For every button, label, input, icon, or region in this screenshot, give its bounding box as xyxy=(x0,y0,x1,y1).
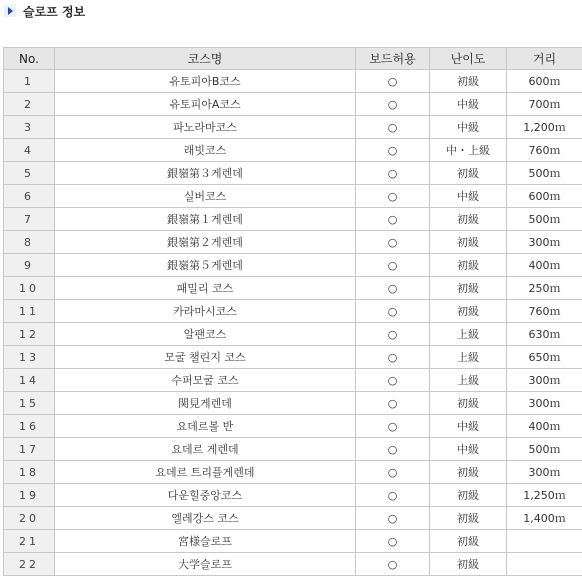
row-number-cell: 3 xyxy=(4,116,55,139)
difficulty-cell: 初級 xyxy=(430,231,507,254)
column-header-distance: 거리 xyxy=(507,48,582,70)
page-title: 슬로프 정보 xyxy=(23,4,86,19)
board-allowed-cell: ○ xyxy=(356,369,430,392)
board-allowed-cell: ○ xyxy=(356,553,430,576)
row-number-cell: 8 xyxy=(4,231,55,254)
distance-cell: 600ｍ xyxy=(507,70,582,93)
board-allowed-cell: ○ xyxy=(356,93,430,116)
difficulty-cell: 初級 xyxy=(430,392,507,415)
row-number-cell: 10 xyxy=(4,277,55,300)
table-row xyxy=(4,507,582,530)
difficulty-cell: 上級 xyxy=(430,369,507,392)
distance-cell: 600ｍ xyxy=(507,185,582,208)
course-name-cell: 関見게렌데 xyxy=(55,392,356,415)
board-allowed-cell: ○ xyxy=(356,484,430,507)
column-header-no: No. xyxy=(4,48,55,70)
difficulty-cell: 上級 xyxy=(430,346,507,369)
row-number-cell: 15 xyxy=(4,392,55,415)
course-name-cell: 파노라마코스 xyxy=(55,116,356,139)
distance-cell: 500ｍ xyxy=(507,438,582,461)
course-name-cell: 다운힐중앙코스 xyxy=(55,484,356,507)
table-row xyxy=(4,254,582,277)
distance-cell: 650ｍ xyxy=(507,346,582,369)
difficulty-cell: 中級 xyxy=(430,438,507,461)
distance-cell: 300ｍ xyxy=(507,369,582,392)
course-name-cell: 유토피아A코스 xyxy=(55,93,356,116)
difficulty-cell: 初級 xyxy=(430,553,507,576)
difficulty-cell: 初級 xyxy=(430,300,507,323)
section-header xyxy=(4,3,85,19)
row-number-cell: 6 xyxy=(4,185,55,208)
row-number-cell: 4 xyxy=(4,139,55,162)
difficulty-cell: 上級 xyxy=(430,323,507,346)
board-allowed-cell: ○ xyxy=(356,231,430,254)
row-number-cell: 14 xyxy=(4,369,55,392)
board-allowed-cell: ○ xyxy=(356,530,430,553)
board-allowed-cell: ○ xyxy=(356,415,430,438)
row-number-cell: 17 xyxy=(4,438,55,461)
table-row xyxy=(4,231,582,254)
row-number-cell: 11 xyxy=(4,300,55,323)
table-row xyxy=(4,438,582,461)
distance-cell: 760ｍ xyxy=(507,300,582,323)
distance-cell: 760ｍ xyxy=(507,139,582,162)
row-number-cell: 7 xyxy=(4,208,55,231)
table-row xyxy=(4,369,582,392)
course-name-cell: 알팬코스 xyxy=(55,323,356,346)
difficulty-cell: 初級 xyxy=(430,484,507,507)
course-name-cell: 엘레강스 코스 xyxy=(55,507,356,530)
row-number-cell: 16 xyxy=(4,415,55,438)
course-name-cell: 요데르 트리플게렌데 xyxy=(55,461,356,484)
row-number-cell: 18 xyxy=(4,461,55,484)
board-allowed-cell: ○ xyxy=(356,507,430,530)
board-allowed-cell: ○ xyxy=(356,323,430,346)
distance-cell: 300ｍ xyxy=(507,392,582,415)
row-number-cell: 20 xyxy=(4,507,55,530)
distance-cell: 500ｍ xyxy=(507,162,582,185)
row-number-cell: 22 xyxy=(4,553,55,576)
table-row xyxy=(4,530,582,553)
course-name-cell: 銀嶺第３게렌데 xyxy=(55,162,356,185)
distance-cell: 400ｍ xyxy=(507,254,582,277)
table-row xyxy=(4,392,582,415)
row-number-cell: 19 xyxy=(4,484,55,507)
board-allowed-cell: ○ xyxy=(356,300,430,323)
row-number-cell: 1 xyxy=(4,70,55,93)
difficulty-cell: 初級 xyxy=(430,530,507,553)
table-row xyxy=(4,346,582,369)
difficulty-cell: 初級 xyxy=(430,254,507,277)
distance-cell: 300ｍ xyxy=(507,231,582,254)
board-allowed-cell: ○ xyxy=(356,438,430,461)
course-name-cell: 모굴 챌린지 코스 xyxy=(55,346,356,369)
table-row xyxy=(4,70,582,93)
board-allowed-cell: ○ xyxy=(356,185,430,208)
table-row xyxy=(4,484,582,507)
column-header-level: 난이도 xyxy=(430,48,507,70)
distance-cell: 300ｍ xyxy=(507,461,582,484)
course-name-cell: 大学슬로프 xyxy=(55,553,356,576)
course-name-cell: 銀嶺第５게렌데 xyxy=(55,254,356,277)
row-number-cell: 12 xyxy=(4,323,55,346)
arrow-right-icon xyxy=(4,5,16,17)
distance-cell: 1,250ｍ xyxy=(507,484,582,507)
table-row xyxy=(4,323,582,346)
distance-cell: 250ｍ xyxy=(507,277,582,300)
table-row xyxy=(4,300,582,323)
course-name-cell: 래빗코스 xyxy=(55,139,356,162)
board-allowed-cell: ○ xyxy=(356,392,430,415)
difficulty-cell: 中・上級 xyxy=(430,139,507,162)
column-header-course: 코스명 xyxy=(55,48,356,70)
course-name-cell: 宮様슬로프 xyxy=(55,530,356,553)
difficulty-cell: 中級 xyxy=(430,185,507,208)
row-number-cell: 5 xyxy=(4,162,55,185)
course-name-cell: 요데르볼 반 xyxy=(55,415,356,438)
course-name-cell: 銀嶺第１게렌데 xyxy=(55,208,356,231)
course-name-cell: 유토피아B코스 xyxy=(55,70,356,93)
table-header-row xyxy=(4,48,582,70)
board-allowed-cell: ○ xyxy=(356,116,430,139)
distance-cell: 1,200ｍ xyxy=(507,116,582,139)
course-name-cell: 카라마시코스 xyxy=(55,300,356,323)
difficulty-cell: 初級 xyxy=(430,208,507,231)
course-name-cell: 패밀리 코스 xyxy=(55,277,356,300)
table-row xyxy=(4,162,582,185)
course-name-cell: 요데르 게렌데 xyxy=(55,438,356,461)
table-row xyxy=(4,208,582,231)
board-allowed-cell: ○ xyxy=(356,461,430,484)
table-row xyxy=(4,461,582,484)
course-name-cell: 수퍼모굴 코스 xyxy=(55,369,356,392)
difficulty-cell: 初級 xyxy=(430,162,507,185)
distance-cell: 500ｍ xyxy=(507,208,582,231)
board-allowed-cell: ○ xyxy=(356,277,430,300)
row-number-cell: 21 xyxy=(4,530,55,553)
board-allowed-cell: ○ xyxy=(356,70,430,93)
table-row xyxy=(4,277,582,300)
difficulty-cell: 中級 xyxy=(430,415,507,438)
table-row xyxy=(4,185,582,208)
board-allowed-cell: ○ xyxy=(356,162,430,185)
row-number-cell: 13 xyxy=(4,346,55,369)
distance-cell: 1,400ｍ xyxy=(507,507,582,530)
difficulty-cell: 初級 xyxy=(430,507,507,530)
course-name-cell: 실버코스 xyxy=(55,185,356,208)
difficulty-cell: 初級 xyxy=(430,70,507,93)
row-number-cell: 2 xyxy=(4,93,55,116)
column-header-board: 보드허용 xyxy=(356,48,430,70)
difficulty-cell: 中級 xyxy=(430,93,507,116)
distance-cell xyxy=(507,530,582,553)
distance-cell: 700ｍ xyxy=(507,93,582,116)
distance-cell: 400ｍ xyxy=(507,415,582,438)
course-name-cell: 銀嶺第２게렌데 xyxy=(55,231,356,254)
slope-table xyxy=(3,47,582,576)
board-allowed-cell: ○ xyxy=(356,139,430,162)
board-allowed-cell: ○ xyxy=(356,254,430,277)
difficulty-cell: 初級 xyxy=(430,277,507,300)
table-row xyxy=(4,93,582,116)
difficulty-cell: 初級 xyxy=(430,461,507,484)
board-allowed-cell: ○ xyxy=(356,346,430,369)
distance-cell: 630ｍ xyxy=(507,323,582,346)
table-row xyxy=(4,139,582,162)
table-row xyxy=(4,415,582,438)
row-number-cell: 9 xyxy=(4,254,55,277)
distance-cell xyxy=(507,553,582,576)
board-allowed-cell: ○ xyxy=(356,208,430,231)
table-row xyxy=(4,116,582,139)
difficulty-cell: 中級 xyxy=(430,116,507,139)
table-row xyxy=(4,553,582,576)
